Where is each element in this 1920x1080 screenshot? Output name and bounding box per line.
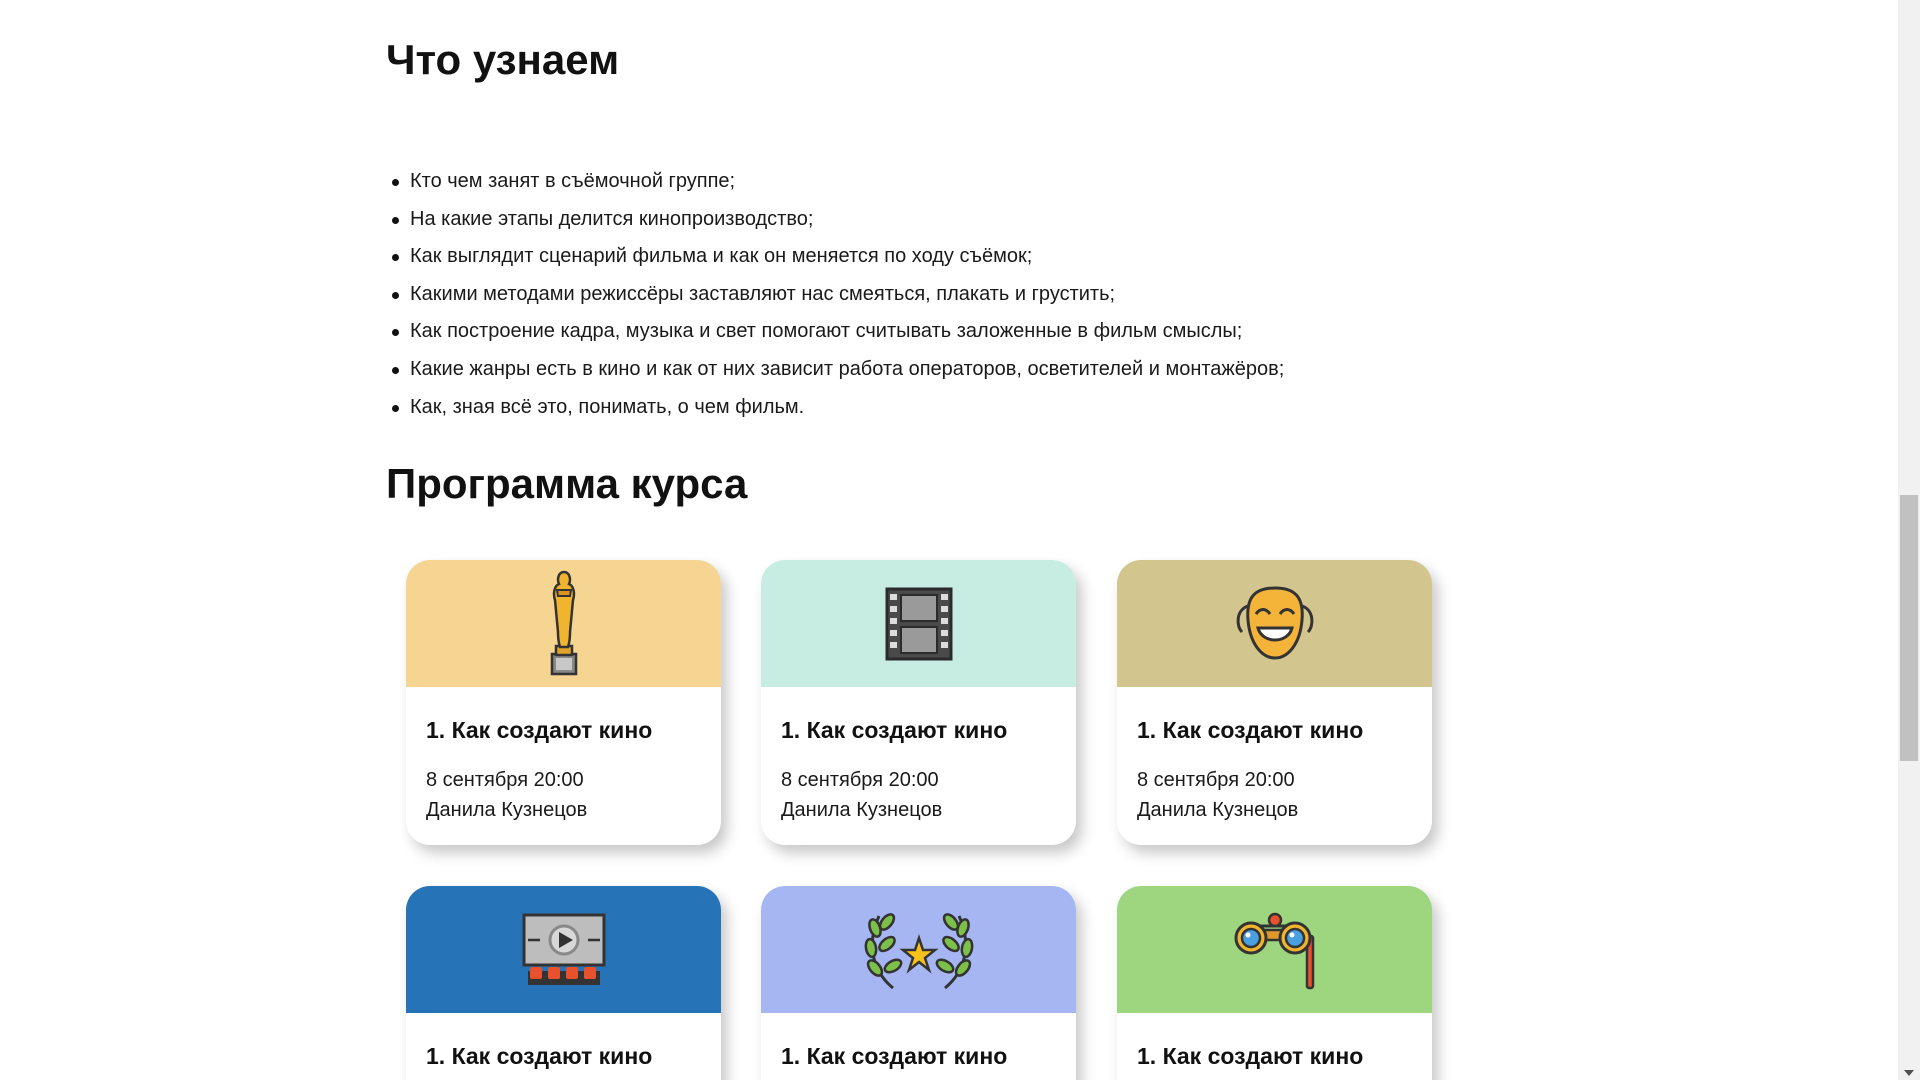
cinema-screen-icon	[522, 913, 606, 987]
card-title: 1. Как создают кино	[1137, 1043, 1364, 1069]
list-item: Кто чем занят в съёмочной группе;	[410, 163, 1510, 201]
course-card[interactable]	[761, 560, 1076, 845]
card-author: Данила Кузнецов	[426, 799, 588, 821]
section-heading-learn: Что узнаем	[386, 36, 620, 83]
course-card[interactable]	[1117, 886, 1432, 1080]
theater-mask-icon	[1230, 586, 1320, 662]
opera-glasses-icon	[1233, 910, 1317, 990]
card-title: 1. Как создают кино	[426, 1043, 653, 1069]
card-title: 1. Как создают кино	[1137, 717, 1364, 743]
scroll-down-arrow-icon[interactable]	[1904, 1070, 1914, 1076]
learn-list	[386, 163, 1510, 426]
card-date: 8 сентября 20:00	[1137, 769, 1295, 791]
laurel-star-icon	[863, 908, 975, 992]
card-image	[1117, 886, 1432, 1013]
course-card[interactable]	[1117, 560, 1432, 845]
list-item: Как построение кадра, музыка и свет помогают считывать заложенные в фильм смыслы;	[410, 313, 1510, 351]
oscar-statuette-icon	[542, 570, 586, 678]
card-image	[1117, 560, 1432, 687]
course-card[interactable]	[406, 886, 721, 1080]
section-heading-program: Программа курса	[386, 460, 748, 507]
card-image	[761, 886, 1076, 1013]
card-image	[406, 886, 721, 1013]
course-card[interactable]	[761, 886, 1076, 1080]
card-image	[761, 560, 1076, 687]
card-title: 1. Как создают кино	[426, 717, 653, 743]
list-item: Какими методами режиссёры заставляют нас смеяться, плакать и грустить;	[410, 276, 1510, 314]
card-author: Данила Кузнецов	[1137, 799, 1299, 821]
list-item: Как выглядит сценарий фильма и как он меняется по ходу съёмок;	[410, 238, 1510, 276]
list-item: Как, зная всё это, понимать, о чем фильм.	[410, 389, 1510, 427]
film-strip-icon	[885, 587, 953, 661]
scrollbar-thumb[interactable]	[1900, 495, 1918, 761]
card-image	[406, 560, 721, 687]
list-item: Какие жанры есть в кино и как от них зависит работа операторов, осветителей и монтажёров;	[410, 351, 1510, 389]
list-item: На какие этапы делится кинопроизводство;	[410, 201, 1510, 239]
card-title: 1. Как создают кино	[781, 717, 1008, 743]
card-author: Данила Кузнецов	[781, 799, 943, 821]
card-date: 8 сентября 20:00	[426, 769, 584, 791]
card-date: 8 сентября 20:00	[781, 769, 939, 791]
course-card[interactable]	[406, 560, 721, 845]
scrollbar[interactable]	[1898, 0, 1920, 1080]
card-title: 1. Как создают кино	[781, 1043, 1008, 1069]
